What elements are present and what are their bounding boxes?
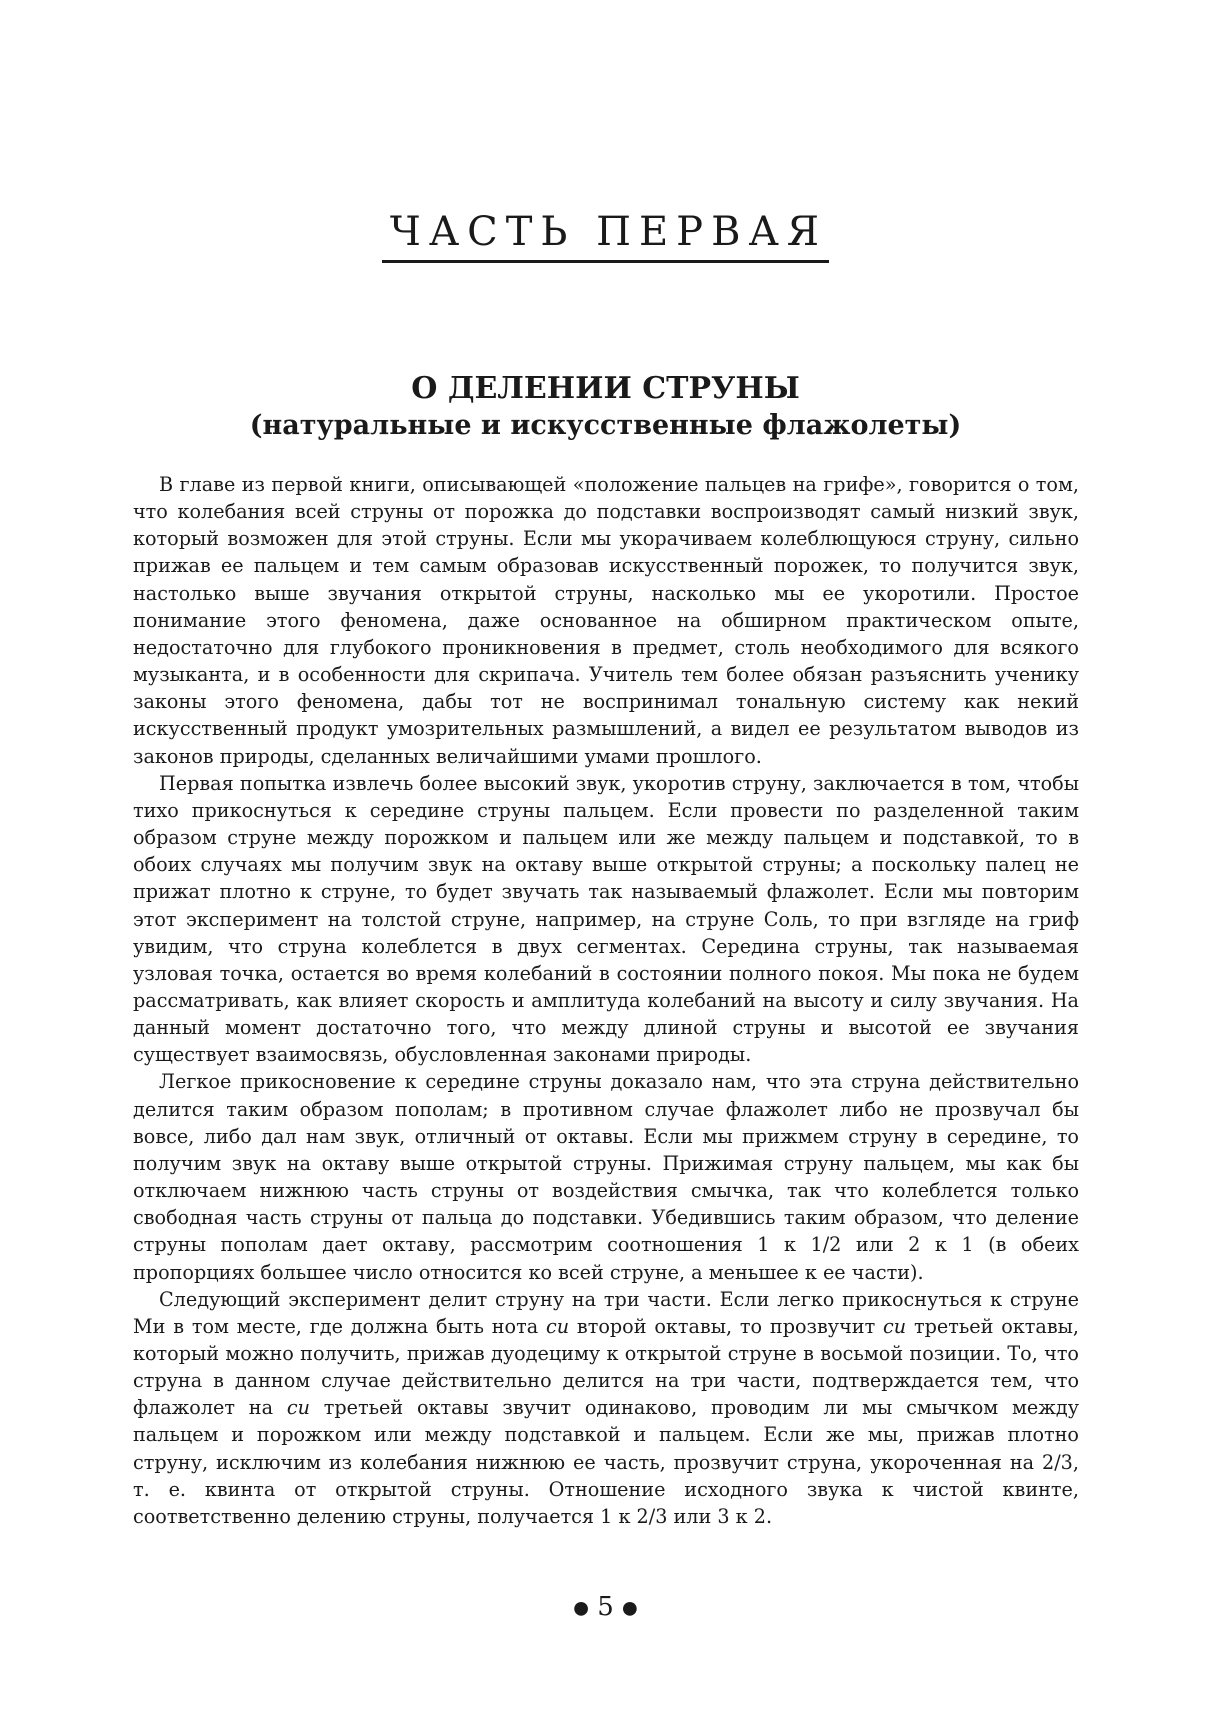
part-heading: [0, 210, 1211, 263]
paragraph-text: третьей октавы звучит одинаково, проводим ли мы смычком между пальцем и порожком или между подставкой и пальцем. Если же мы, прижав плотно струну, исключим из колебания нижнюю ее часть, прозвучит струна, укороченная на 2/3, т. е. квинта от открытой струны. Отношение исходного звука к чистой квинте, соответственно делению струны, получается 1 к 2/3 или 3 к 2.: [133, 1396, 1080, 1528]
part-title: ЧАСТЬ ПЕРВАЯ: [382, 210, 829, 263]
paragraph: Легкое прикосновение к середине струны доказало нам, что эта струна действительно делится таким образом пополам; в противном случае флажолет либо не прозвучал бы вовсе, либо дал нам звук, отличный от октавы. Если мы прижмем струну в середине, то получим звук на октаву выше открытой струны. Прижимая струну пальцем, мы как бы отключаем нижнюю часть струны от воздействия смычка, так что колеблется только свободная часть струны от пальца до подставки. Убедившись таким образом, что деление струны пополам дает октаву, рассмотрим соотношения 1 к 1/2 или 2 к 1 (в обеих пропорциях большее число относится ко всей струне, а меньшее к ее части).: [133, 1070, 1079, 1284]
paragraph: В главе из первой книги, описывающей «положение пальцев на грифе», говорится о том, что колебания всей струны от порожка до подставки воспроизводят самый низкий звук, который возможен для этой струны. Если мы укорачиваем колеблющуюся струну, сильно прижав ее пальцем и тем самым образовав искусственный порожек, то получится звук, настолько выше звучания открытой струны, насколько мы ее укоротили. Простое понимание этого феномена, даже основанное на обширном практическом опыте, недостаточно для глубокого проникновения в предмет, столь необходимого для всякого музыканта, и в особенности для скрипача. Учитель тем более обязан разъяснить ученику законы этого феномена, дабы тот не воспринимал тональную систему как некий искусственный продукт умозрительных размышлений, а видел ее результатом выводов из законов природы, сделанных величайшими умами прошлого.: [133, 473, 1079, 768]
page-number: [0, 1592, 1211, 1622]
note-name: си: [286, 1396, 310, 1420]
chapter-title: О ДЕЛЕНИИ СТРУНЫ: [411, 371, 800, 406]
chapter-subtitle: (натуральные и искусственные флажолеты): [249, 410, 962, 441]
chapter-heading: [0, 370, 1211, 444]
body-text: [133, 471, 1079, 1530]
paragraph-text: Следующий эксперимент делит струну на три части. Если легко прикоснуться к струне Ми в том месте, где должна быть нота: [133, 1287, 1079, 1338]
paragraph: Первая попытка извлечь более высокий звук, укоротив струну, заключается в том, чтобы тихо прикоснуться к середине струны пальцем. Если провести по разделенной таким образом струне между порожком и пальцем или же между пальцем и подставкой, то в обоих случаях мы получим звук на октаву выше открытой струны; а поскольку палец не прижат плотно к струне, то будет звучать так называемый флажолет. Если мы повторим этот эксперимент на толстой струне, например, на струне Соль, то при взгляде на гриф увидим, что струна колеблется в двух сегментах. Середина струны, так называемая узловая точка, остается во время колебаний в состоянии полного покоя. Мы пока не будем рассматривать, как влияет скорость и амплитуда колебаний на высоту и силу звучания. На данный момент достаточно того, что между длиной струны и высотой ее звучания существует взаимосвязь, обусловленная законами природы.: [133, 771, 1079, 1067]
note-name: си: [883, 1314, 907, 1338]
paragraph-text: второй октавы, то прозвучит: [569, 1314, 884, 1338]
page-number-value: 5: [597, 1592, 614, 1622]
paragraph-text: третьей октавы, который можно получить, прижав дуодециму к открытой струне в восьмой позиции. То, что струна в данном случае действительно делится на три части, подтверждается тем, что флажолет на: [133, 1314, 1080, 1420]
bullet-right-icon: ●: [622, 1597, 638, 1619]
note-name: си: [545, 1314, 570, 1338]
bullet-left-icon: ●: [573, 1597, 589, 1619]
paragraph: [133, 1286, 1079, 1530]
